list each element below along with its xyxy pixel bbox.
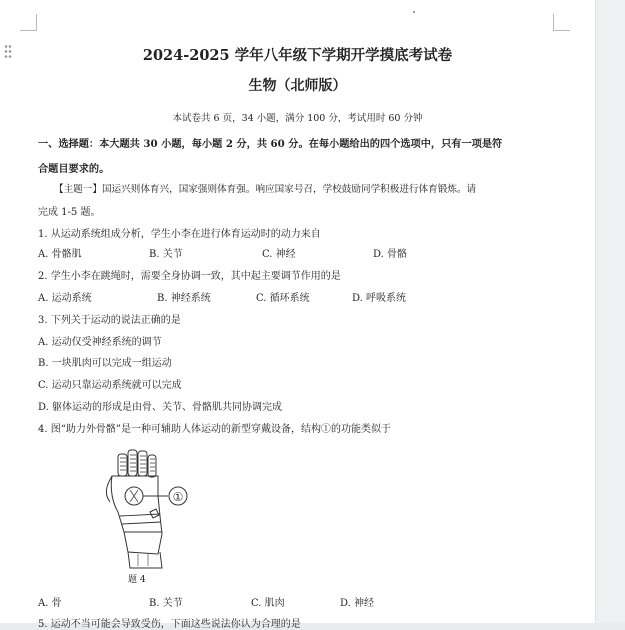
q1-stem: 1. 从运动系统组成分析，学生小李在进行体育运动时的动力来自 [38, 229, 321, 240]
section-heading-line1: 一、选择题：本大题共 30 小题，每小题 2 分，共 60 分。在每小题给出的四个选项中，只有一项是符 [38, 138, 503, 150]
q5-stem-partial: 5. 运动不当可能会导致受伤，下面这些说法你认为合理的是 [38, 619, 301, 630]
q2-option-c: C. 循环系统 [256, 293, 310, 304]
figure-caption: 题 4 [128, 575, 146, 585]
q3-option-c: C. 运动只靠运动系统就可以完成 [38, 380, 182, 391]
q1-option-b: B. 关节 [149, 249, 183, 260]
figure-marker: ① [172, 490, 184, 504]
q2-stem: 2. 学生小李在跳绳时，需要全身协调一致，其中起主要调节作用的是 [38, 271, 341, 282]
doc-subtitle: 生物（北师版） [248, 78, 347, 94]
theme-line2: 完成 1-5 题。 [38, 207, 101, 218]
q3-option-a: A. 运动仅受神经系统的调节 [38, 337, 162, 348]
q4-options [0, 594, 595, 608]
q4-option-d: D. 神经 [340, 598, 375, 609]
q3-option-d: D. 躯体运动的形成是由骨、关节、骨骼肌共同协调完成 [38, 402, 283, 413]
doc-title: 2024-2025 学年八年级下学期开学摸底考试卷 [142, 47, 453, 64]
page-corner-mark-right [553, 14, 570, 31]
q1-option-d: D. 骨骼 [373, 249, 408, 260]
q2-options [0, 289, 595, 303]
theme-line1: 【主题一】国运兴则体育兴，国家强则体育强。响应国家号召，学校鼓励同学积极进行体育锻炼。请 [54, 184, 477, 195]
page-dot [413, 11, 415, 13]
q1-options [0, 245, 595, 259]
exoskeleton-glove-figure [98, 446, 208, 572]
doc-info: 本试卷共 6 页，34 小题，满分 100 分，考试用时 60 分钟 [172, 113, 423, 124]
section-heading-line2: 合题目要求的。 [38, 163, 110, 175]
q4-option-c: C. 肌肉 [251, 598, 285, 609]
q2-option-b: B. 神经系统 [157, 293, 211, 304]
q4-option-b: B. 关节 [149, 598, 183, 609]
q3-option-b: B. 一块肌肉可以完成一组运动 [38, 358, 172, 369]
q4-stem: 4. 图“助力外骨骼”是一种可辅助人体运动的新型穿戴设备，结构①的功能类似于 [38, 424, 391, 435]
q1-option-c: C. 神经 [262, 249, 296, 260]
page-corner-mark-left [20, 14, 37, 31]
q1-option-a: A. 骨骼肌 [38, 249, 82, 260]
q2-option-d: D. 呼吸系统 [352, 293, 407, 304]
right-panel-strip[interactable] [595, 0, 625, 623]
q4-option-a: A. 骨 [38, 598, 62, 609]
q2-option-a: A. 运动系统 [38, 293, 92, 304]
q3-stem: 3. 下列关于运动的说法正确的是 [38, 315, 181, 326]
